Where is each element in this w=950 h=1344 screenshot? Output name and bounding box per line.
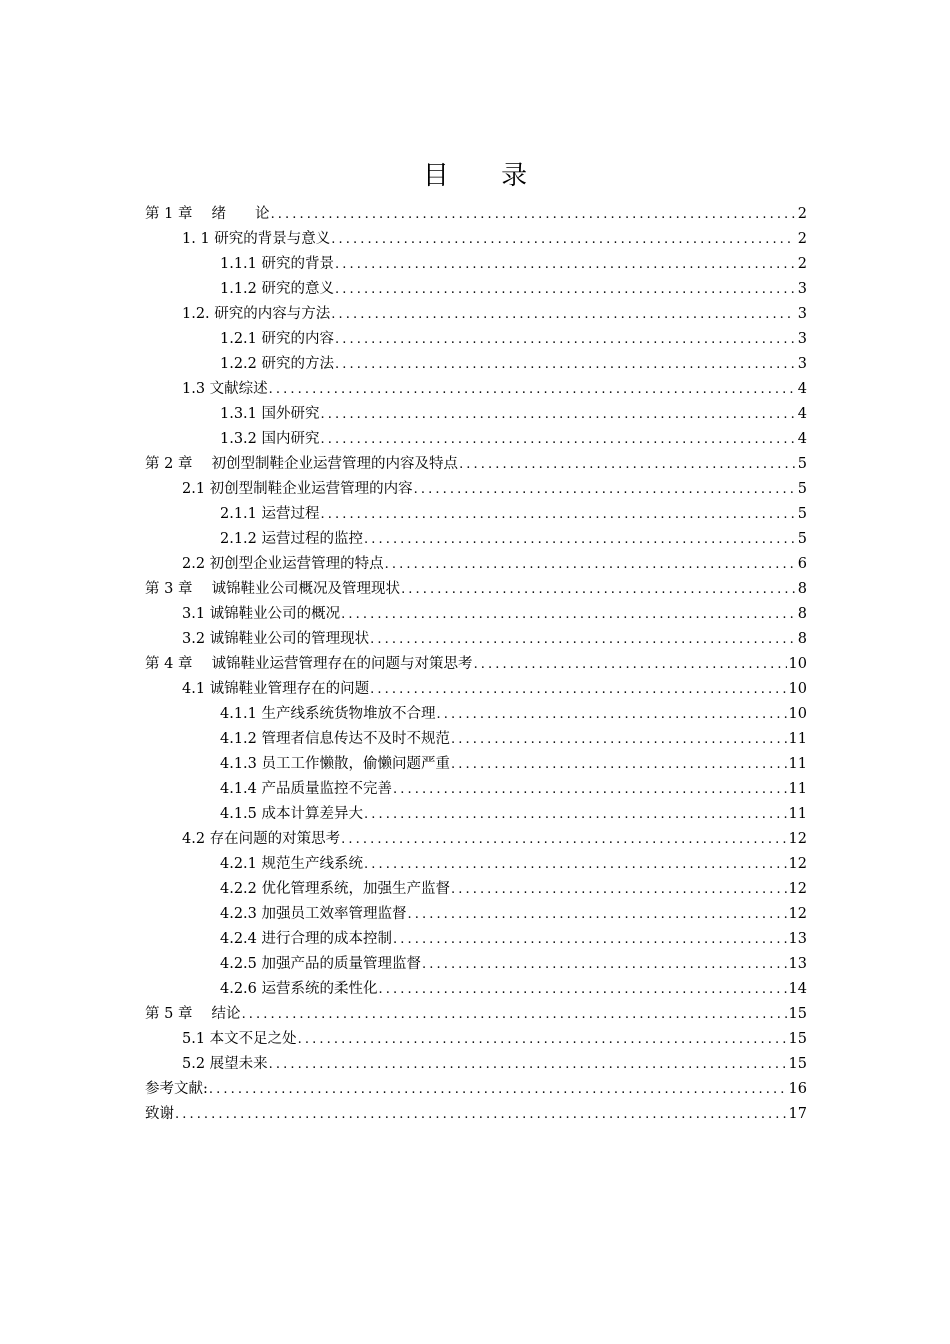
toc-entry-page-number: 2: [797, 256, 807, 272]
toc-dot-leader: [451, 727, 787, 752]
toc-entry[interactable]: [145, 502, 807, 527]
toc-entry-label: 2.1 初创型制鞋企业运营管理的内容: [182, 481, 413, 497]
toc-entry[interactable]: [145, 902, 807, 927]
toc-entry-label: 第 5 章 结论: [145, 1006, 241, 1022]
toc-entry-label: 第 1 章 绪 论: [145, 206, 270, 222]
toc-entry[interactable]: [145, 227, 807, 252]
toc-entry[interactable]: [145, 752, 807, 777]
toc-entry-page-number: 4: [797, 431, 807, 447]
toc-entry[interactable]: [145, 277, 807, 302]
table-of-contents: [145, 202, 807, 1127]
toc-entry[interactable]: [145, 252, 807, 277]
toc-entry-page-number: 2: [797, 231, 807, 247]
toc-dot-leader: [451, 877, 787, 902]
toc-entry-label: 4.2.4 进行合理的成本控制: [220, 931, 393, 947]
toc-entry-page-number: 13: [788, 931, 807, 947]
toc-entry-label: 4.2.1 规范生产线系统: [220, 856, 364, 872]
toc-entry-page-number: 12: [788, 881, 807, 897]
toc-entry[interactable]: [145, 352, 807, 377]
toc-entry[interactable]: [145, 677, 807, 702]
toc-dot-leader: [335, 277, 795, 302]
toc-dot-leader: [437, 702, 787, 727]
toc-entry-page-number: 11: [788, 756, 807, 772]
toc-entry[interactable]: [145, 652, 807, 677]
toc-entry-page-number: 10: [788, 681, 807, 697]
toc-dot-leader: [364, 527, 795, 552]
toc-dot-leader: [341, 602, 795, 627]
toc-entry-label: 4.1.1 生产线系统货物堆放不合理: [220, 706, 436, 722]
toc-entry[interactable]: [145, 427, 807, 452]
toc-entry-page-number: 4: [797, 381, 807, 397]
toc-entry-page-number: 3: [797, 281, 807, 297]
toc-entry[interactable]: [145, 577, 807, 602]
toc-entry-label: 4.2.6 运营系统的柔性化: [220, 981, 378, 997]
toc-entry[interactable]: [145, 827, 807, 852]
toc-dot-leader: [271, 202, 795, 227]
toc-dot-leader: [422, 952, 787, 977]
toc-entry-label: 3.2 诚锦鞋业公司的管理现状: [182, 631, 370, 647]
toc-entry-page-number: 4: [797, 406, 807, 422]
toc-entry[interactable]: [145, 627, 807, 652]
toc-dot-leader: [370, 677, 786, 702]
toc-entry-label: 4.2.3 加强员工效率管理监督: [220, 906, 407, 922]
toc-entry[interactable]: [145, 327, 807, 352]
toc-dot-leader: [335, 352, 795, 377]
toc-dot-leader: [209, 1077, 787, 1102]
toc-entry[interactable]: [145, 452, 807, 477]
toc-entry[interactable]: [145, 402, 807, 427]
toc-dot-leader: [242, 1002, 787, 1027]
toc-dot-leader: [451, 752, 787, 777]
toc-entry[interactable]: [145, 302, 807, 327]
toc-dot-leader: [370, 627, 795, 652]
toc-entry[interactable]: [145, 477, 807, 502]
toc-dot-leader: [321, 427, 795, 452]
toc-dot-leader: [401, 577, 795, 602]
toc-entry-page-number: 3: [797, 331, 807, 347]
toc-entry[interactable]: [145, 1002, 807, 1027]
page-title: 目 录: [422, 161, 550, 191]
toc-entry-page-number: 8: [797, 581, 807, 597]
toc-entry[interactable]: [145, 727, 807, 752]
toc-dot-leader: [321, 502, 795, 527]
toc-entry-page-number: 17: [788, 1106, 807, 1122]
toc-dot-leader: [335, 327, 795, 352]
toc-entry[interactable]: [145, 852, 807, 877]
toc-dot-leader: [321, 402, 795, 427]
toc-entry[interactable]: [145, 977, 807, 1002]
toc-entry-label: 致谢: [145, 1106, 174, 1122]
toc-dot-leader: [408, 902, 787, 927]
toc-entry-page-number: 5: [797, 481, 807, 497]
toc-dot-leader: [331, 302, 795, 327]
toc-entry[interactable]: [145, 202, 807, 227]
toc-entry-label: 1.2.1 研究的内容: [220, 331, 335, 347]
toc-entry-label: 5.2 展望未来: [182, 1056, 268, 1072]
toc-entry-label: 4.1.2 管理者信息传达不及时不规范: [220, 731, 451, 747]
toc-dot-leader: [331, 227, 795, 252]
toc-dot-leader: [364, 852, 787, 877]
toc-dot-leader: [393, 777, 787, 802]
toc-entry-label: 2.2 初创型企业运营管理的特点: [182, 556, 384, 572]
toc-entry-label: 4.2 存在问题的对策思考: [182, 831, 341, 847]
toc-entry[interactable]: [145, 702, 807, 727]
toc-entry[interactable]: [145, 377, 807, 402]
toc-dot-leader: [364, 802, 787, 827]
toc-entry-page-number: 2: [797, 206, 807, 222]
toc-entry-label: 1.3 文献综述: [182, 381, 268, 397]
toc-entry-page-number: 5: [797, 531, 807, 547]
toc-entry-page-number: 6: [797, 556, 807, 572]
toc-entry[interactable]: [145, 1052, 807, 1077]
toc-entry-page-number: 11: [788, 781, 807, 797]
toc-entry-label: 第 3 章 诚锦鞋业公司概况及管理现状: [145, 581, 401, 597]
toc-dot-leader: [298, 1027, 787, 1052]
toc-entry-page-number: 15: [788, 1031, 807, 1047]
toc-entry-label: 参考文献:: [145, 1081, 208, 1097]
toc-entry-page-number: 12: [788, 906, 807, 922]
toc-entry[interactable]: [145, 877, 807, 902]
toc-dot-leader: [269, 1052, 787, 1077]
toc-entry-label: 4.1.3 员工工作懒散，偷懒问题严重: [220, 756, 451, 772]
toc-entry[interactable]: [145, 1102, 807, 1127]
toc-entry-page-number: 5: [797, 456, 807, 472]
toc-entry-label: 4.1 诚锦鞋业管理存在的问题: [182, 681, 370, 697]
toc-entry-page-number: 11: [788, 806, 807, 822]
toc-entry-label: 1.1.2 研究的意义: [220, 281, 335, 297]
toc-entry-label: 1.3.1 国外研究: [220, 406, 320, 422]
toc-dot-leader: [385, 552, 795, 577]
toc-entry-page-number: 3: [797, 356, 807, 372]
toc-dot-leader: [393, 927, 787, 952]
toc-entry-label: 第 4 章 诚锦鞋业运营管理存在的问题与对策思考: [145, 656, 473, 672]
toc-entry-label: 2.1.2 运营过程的监控: [220, 531, 364, 547]
toc-entry-page-number: 15: [788, 1006, 807, 1022]
toc-dot-leader: [175, 1102, 787, 1127]
toc-entry-page-number: 3: [797, 306, 807, 322]
toc-dot-leader: [474, 652, 787, 677]
toc-entry-page-number: 12: [788, 856, 807, 872]
toc-entry-label: 4.2.5 加强产品的质量管理监督: [220, 956, 422, 972]
toc-entry-page-number: 11: [788, 731, 807, 747]
toc-entry-page-number: 13: [788, 956, 807, 972]
toc-dot-leader: [459, 452, 795, 477]
toc-entry[interactable]: [145, 527, 807, 552]
toc-entry-label: 1.2. 研究的内容与方法: [182, 306, 331, 322]
toc-entry-page-number: 5: [797, 506, 807, 522]
toc-entry-page-number: 14: [788, 981, 807, 997]
toc-dot-leader: [269, 377, 795, 402]
toc-entry-page-number: 10: [788, 706, 807, 722]
toc-entry[interactable]: [145, 552, 807, 577]
toc-entry[interactable]: [145, 802, 807, 827]
toc-entry-page-number: 12: [788, 831, 807, 847]
toc-entry-label: 4.1.5 成本计算差异大: [220, 806, 364, 822]
toc-entry[interactable]: [145, 1027, 807, 1052]
toc-entry-label: 5.1 本文不足之处: [182, 1031, 297, 1047]
toc-dot-leader: [335, 252, 795, 277]
toc-entry-label: 1.1.1 研究的背景: [220, 256, 335, 272]
toc-entry-label: 1.3.2 国内研究: [220, 431, 320, 447]
toc-entry-page-number: 8: [797, 631, 807, 647]
toc-entry-page-number: 8: [797, 606, 807, 622]
toc-entry-page-number: 16: [788, 1081, 807, 1097]
toc-entry-label: 4.1.4 产品质量监控不完善: [220, 781, 393, 797]
toc-entry-label: 3.1 诚锦鞋业公司的概况: [182, 606, 341, 622]
toc-entry[interactable]: [145, 1077, 807, 1102]
toc-entry-page-number: 15: [788, 1056, 807, 1072]
toc-entry-label: 2.1.1 运营过程: [220, 506, 320, 522]
toc-entry-label: 第 2 章 初创型制鞋企业运营管理的内容及特点: [145, 456, 459, 472]
toc-entry[interactable]: [145, 602, 807, 627]
toc-dot-leader: [341, 827, 786, 852]
toc-dot-leader: [414, 477, 795, 502]
toc-entry-label: 4.2.2 优化管理系统，加强生产监督: [220, 881, 451, 897]
toc-entry[interactable]: [145, 777, 807, 802]
toc-entry-label: 1.2.2 研究的方法: [220, 356, 335, 372]
toc-entry-page-number: 10: [788, 656, 807, 672]
toc-entry[interactable]: [145, 927, 807, 952]
toc-dot-leader: [379, 977, 787, 1002]
toc-entry[interactable]: [145, 952, 807, 977]
toc-entry-label: 1. 1 研究的背景与意义: [182, 231, 331, 247]
